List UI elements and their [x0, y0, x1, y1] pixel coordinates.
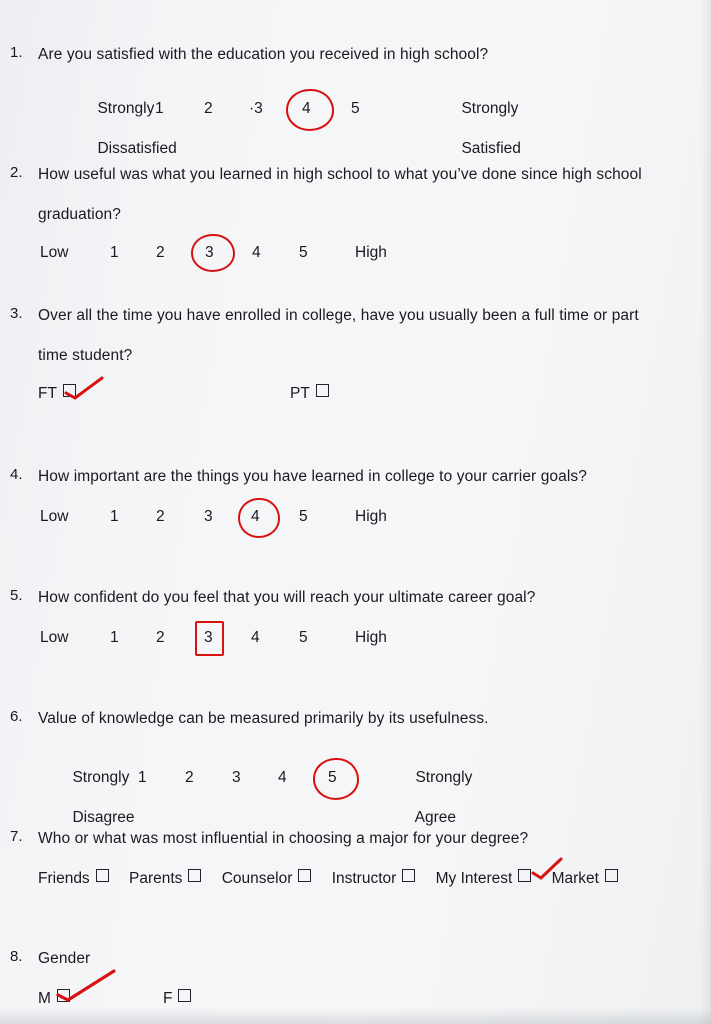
question-1	[10, 44, 710, 157]
question-8-text: Gender	[38, 950, 91, 967]
question-2-text-line2: graduation?	[38, 206, 121, 223]
question-7	[10, 828, 710, 888]
question-8	[10, 948, 710, 1008]
question-3	[10, 305, 710, 403]
checkbox-market[interactable]	[605, 869, 618, 882]
question-3-number: 3.	[10, 305, 23, 322]
question-2-scale	[38, 243, 710, 285]
question-1-option-2[interactable]: 2	[204, 100, 213, 117]
question-5-option-3[interactable]: 3	[204, 629, 213, 646]
question-2-text-line1: How useful was what you learned in high school to what you’ve done since high school	[38, 166, 642, 183]
question-5-number: 5.	[10, 587, 23, 604]
question-1-option-4[interactable]: 4	[302, 100, 311, 117]
checkbox-my-interest[interactable]	[518, 869, 531, 882]
question-2-number: 2.	[10, 164, 23, 181]
checkbox-female[interactable]	[178, 989, 191, 1002]
checkbox-instructor[interactable]	[402, 869, 415, 882]
question-4-number: 4.	[10, 466, 23, 483]
question-6-number: 6.	[10, 708, 23, 725]
question-2-option-4[interactable]: 4	[252, 244, 261, 261]
question-6-left-label-line1: Strongly	[72, 769, 130, 786]
question-6-option-3[interactable]: 3	[232, 769, 241, 786]
question-1-text: Are you satisfied with the education you received in high school?	[38, 46, 489, 63]
question-7-choice-instructor[interactable]	[332, 870, 416, 887]
question-2	[10, 164, 710, 285]
question-3-choice-pt-label: PT	[290, 385, 310, 402]
question-4-option-5[interactable]: 5	[299, 508, 308, 525]
question-8-choice-female-label: F	[163, 990, 173, 1007]
question-1-right-label-line2: Satisfied	[461, 140, 521, 157]
question-7-choice-counselor-label: Counselor	[221, 870, 293, 887]
question-5	[10, 587, 710, 670]
checkbox-parents[interactable]	[188, 869, 201, 882]
question-6-right-label-line2: Agree	[414, 809, 456, 826]
question-5-right-label: High	[355, 629, 387, 646]
question-1-option-5[interactable]: 5	[351, 100, 360, 117]
question-4-left-label: Low	[40, 508, 69, 525]
question-5-scale	[38, 628, 710, 670]
question-4-option-3[interactable]: 3	[204, 508, 213, 525]
question-1-number: 1.	[10, 44, 23, 61]
checkbox-male[interactable]	[57, 989, 70, 1002]
checkbox-ft[interactable]	[63, 384, 76, 397]
question-5-left-label: Low	[40, 629, 69, 646]
question-2-option-1[interactable]: 1	[110, 244, 119, 261]
question-7-choice-market[interactable]	[552, 870, 618, 887]
question-6-option-2[interactable]: 2	[185, 769, 194, 786]
question-4-text: How important are the things you have learned in college to your carrier goals?	[38, 468, 587, 485]
question-3-text-line2: time student?	[38, 347, 133, 364]
question-7-choice-friends[interactable]	[38, 870, 109, 887]
question-1-left-label-line2: Dissatisfied	[97, 140, 177, 157]
question-5-option-2[interactable]: 2	[156, 629, 165, 646]
question-7-choice-my-interest[interactable]	[436, 870, 532, 887]
question-1-left-label-line1: Strongly	[97, 100, 155, 117]
question-3-choice-ft[interactable]	[38, 385, 76, 402]
question-7-choice-market-label: Market	[551, 870, 599, 887]
question-5-option-4[interactable]: 4	[251, 629, 260, 646]
question-5-option-5[interactable]: 5	[299, 629, 308, 646]
checkbox-pt[interactable]	[316, 384, 329, 397]
question-3-text	[38, 305, 710, 366]
question-3-choices	[38, 384, 710, 403]
question-2-option-2[interactable]: 2	[156, 244, 165, 261]
question-5-text: How confident do you feel that you will reach your ultimate career goal?	[38, 589, 536, 606]
question-7-choice-my-interest-label: My Interest	[435, 870, 513, 887]
checkbox-friends[interactable]	[96, 869, 109, 882]
question-6-right-label-line1: Strongly	[415, 769, 473, 786]
question-4-scale	[38, 507, 710, 549]
question-4	[10, 466, 710, 549]
question-6-scale	[38, 748, 710, 826]
question-2-left-label: Low	[40, 244, 69, 261]
question-4-option-1[interactable]: 1	[110, 508, 119, 525]
question-7-number: 7.	[10, 828, 23, 845]
question-2-option-3[interactable]: 3	[205, 244, 214, 261]
question-6-option-5[interactable]: 5	[328, 769, 337, 786]
question-4-right-label: High	[355, 508, 387, 525]
question-8-number: 8.	[10, 948, 23, 965]
question-1-option-1[interactable]: 1	[155, 100, 164, 117]
question-5-option-1[interactable]: 1	[110, 629, 119, 646]
question-6-option-1[interactable]: 1	[138, 769, 147, 786]
question-6-option-4[interactable]: 4	[278, 769, 287, 786]
question-7-text: Who or what was most influential in choosing a major for your degree?	[38, 830, 529, 847]
question-8-choice-male-label: M	[38, 990, 51, 1007]
question-6	[10, 708, 710, 826]
question-3-choice-ft-label: FT	[38, 385, 57, 402]
question-2-option-5[interactable]: 5	[299, 244, 308, 261]
question-4-option-4[interactable]: 4	[251, 508, 260, 525]
question-8-choices	[38, 989, 710, 1008]
question-6-left-label-line2: Disagree	[72, 809, 135, 826]
question-7-choice-parents-label: Parents	[129, 870, 183, 887]
question-8-choice-female[interactable]	[163, 989, 191, 1008]
question-1-option-3[interactable]: ·3	[249, 100, 263, 117]
question-7-choices	[38, 869, 710, 888]
question-7-choice-counselor[interactable]	[222, 870, 312, 887]
question-6-text: Value of knowledge can be measured primarily by its usefulness.	[38, 710, 489, 727]
question-1-right-label-line1: Strongly	[461, 100, 519, 117]
question-4-option-2[interactable]: 2	[156, 508, 165, 525]
question-3-text-line1: Over all the time you have enrolled in college, have you usually been a full time or part	[38, 307, 639, 324]
question-3-choice-pt[interactable]	[290, 384, 329, 403]
checkbox-counselor[interactable]	[298, 869, 311, 882]
question-1-scale	[38, 79, 710, 157]
question-7-choice-parents[interactable]	[129, 870, 201, 887]
question-2-text	[38, 164, 710, 225]
question-8-choice-male[interactable]	[38, 990, 70, 1007]
question-7-choice-instructor-label: Instructor	[331, 870, 397, 887]
question-2-right-label: High	[355, 244, 387, 261]
question-7-choice-friends-label: Friends	[38, 870, 90, 887]
